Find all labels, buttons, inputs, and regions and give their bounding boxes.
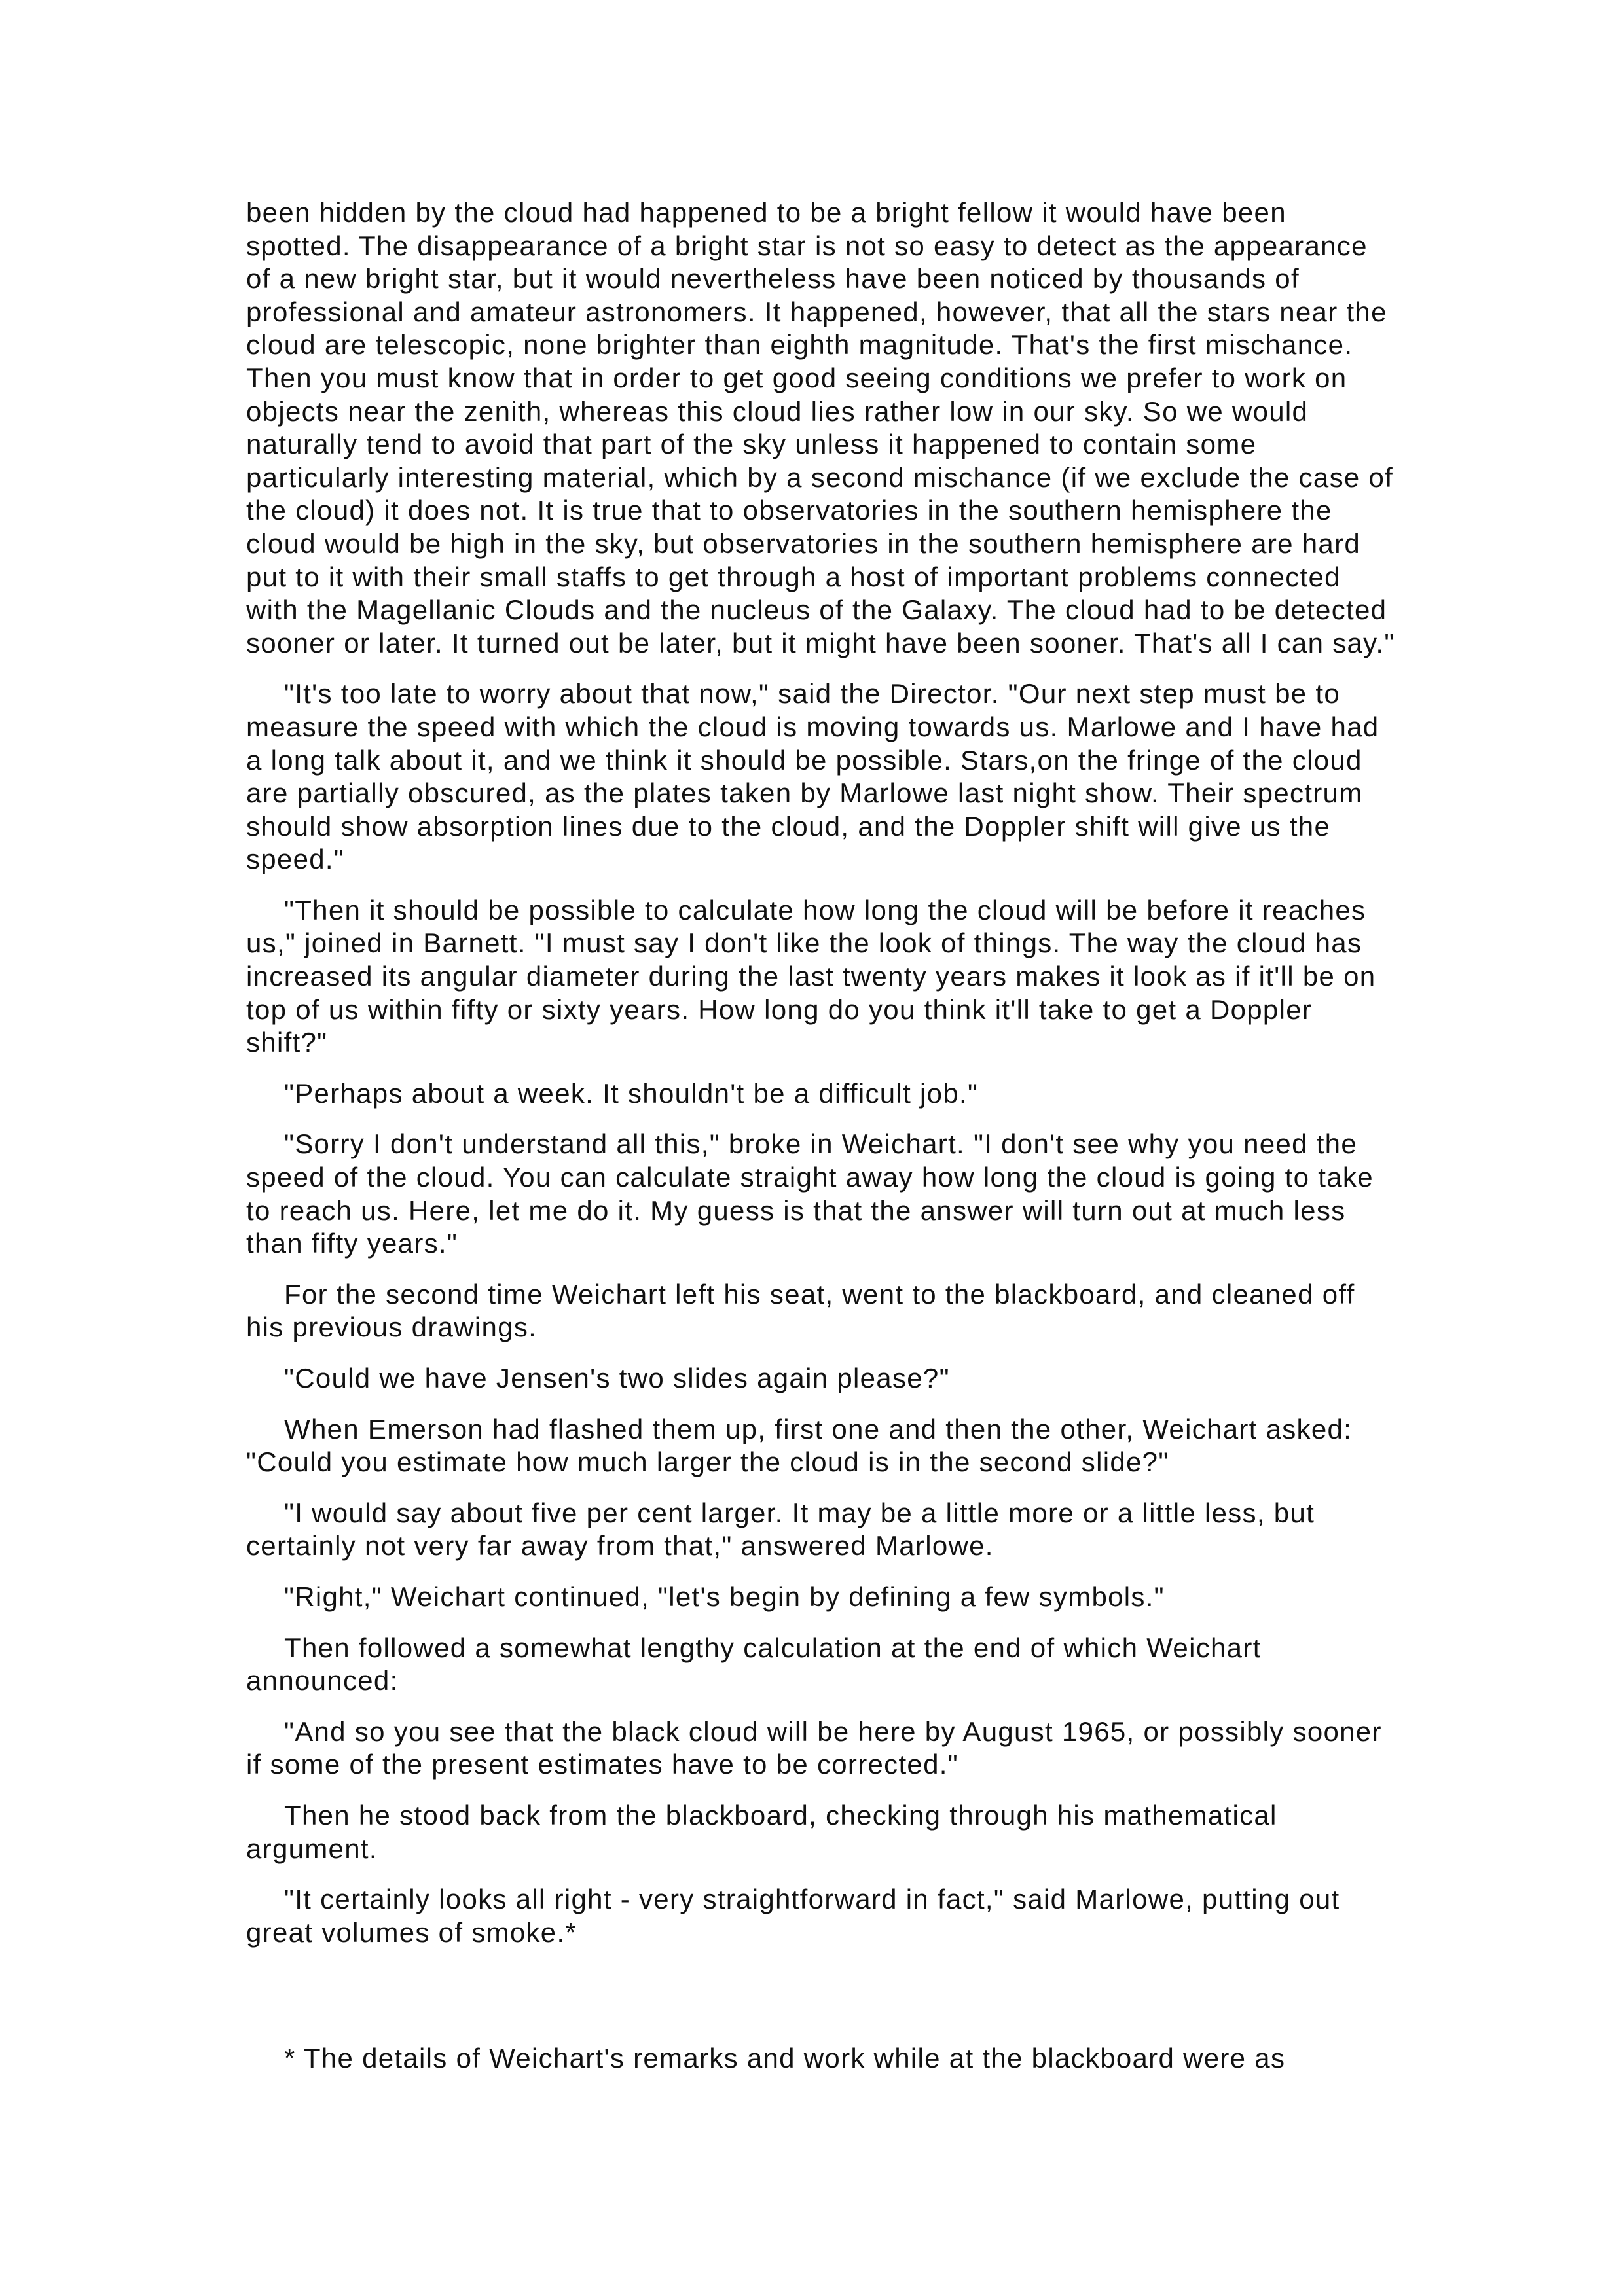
paragraph-about-a-week: "Perhaps about a week. It shouldn't be a difficult job." [284,1077,979,1109]
paragraph-director-too-late: "It's too late to worry about that now," said the Director. "Our next step must be to measure the speed with which the cloud is moving towards us. Marlowe and I have had a long talk about it, and we think it should be possible. Stars,on the fringe of the cloud are partially obscured, as the plates taken by Marlowe last night show. Their spectrum should show absorption lines due to the cloud, and the Doppler shift will give us the speed." [246,678,1379,875]
paragraph-emerson-flashed: When Emerson had flashed them up, first one and then the other, Weichart asked: "Could you estimate how much larger the cloud is in the second slide?" [246,1413,1353,1478]
paragraph-jensen-slides: "Could we have Jensen's two slides again please?" [284,1363,950,1393]
paragraph-august-1965: "And so you see that the black cloud will be here by August 1965, or possibly sooner if some of the present estimates have to be corrected." [246,1715,1382,1780]
paragraph-symbols: "Right," Weichart continued, "let's begin by defining a few symbols." [284,1581,1165,1612]
footnote: * The details of Weichart's remarks and work while at the blackboard were as [284,2043,1286,2073]
paragraph-blackboard: For the second time Weichart left his seat, went to the blackboard, and cleaned off his previous drawings. [246,1278,1355,1343]
paragraph-weichart-sorry: "Sorry I don't understand all this," broke in Weichart. "I don't see why you need the speed of the cloud. You can calculate straight away how long the cloud is going to take to reach us. Here, let me do it. My guess is that the answer will turn out at much less than fifty years." [246,1128,1374,1259]
body-text [246,196,1395,1967]
paragraph-stood-back: Then he stood back from the blackboard, checking through his mathematical argument. [246,1799,1277,1864]
paragraph-marlowe-smoke: "It certainly looks all right - very straightforward in fact," said Marlowe, putting out great volumes of smoke.* [246,1884,1340,1948]
paragraph-lengthy-calculation: Then followed a somewhat lengthy calculation at the end of which Weichart announced: [246,1632,1262,1696]
paragraph-continued: been hidden by the cloud had happened to be a bright fellow it would have been spotted. The disappearance of a bright star is not so easy to detect as the appearance of a new bright star, but it would nevertheless have been noticed by thousands of professional and amateur astronomers. It happened, however, that all the stars near the cloud are telescopic, none brighter than eighth magnitude. That's the first mischance. Then you must know that in order to get good seeing conditions we prefer to work on objects near the zenith, whereas this cloud lies rather low in our sky. So we would naturally tend to avoid that part of the sky unless it happened to contain some particularly interesting material, which by a second mischance (if we exclude the case of the cloud) it does not. It is true that to observatories in the southern hemisphere the cloud would be high in the sky, but observatories in the southern hemisphere are hard put to it with their small staffs to get through a host of important problems connected with the Magellanic Clouds and the nucleus of the Galaxy. The cloud had to be detected sooner or later. It turned out be later, but it might have been sooner. That's all I can say." [246,197,1395,658]
paragraph-five-per-cent: "I would say about five per cent larger. It may be a little more or a little less, but certainly not very far away from that," answered Marlowe. [246,1497,1315,1562]
paragraph-barnett-calculate: "Then it should be possible to calculate how long the cloud will be before it reaches us," joined in Barnett. "I must say I don't like the look of things. The way the cloud has increased its angular diameter during the last twenty years makes it look as if it'll be on top of us within fifty or sixty years. How long do you think it'll take to get a Doppler shift?" [246,894,1376,1058]
